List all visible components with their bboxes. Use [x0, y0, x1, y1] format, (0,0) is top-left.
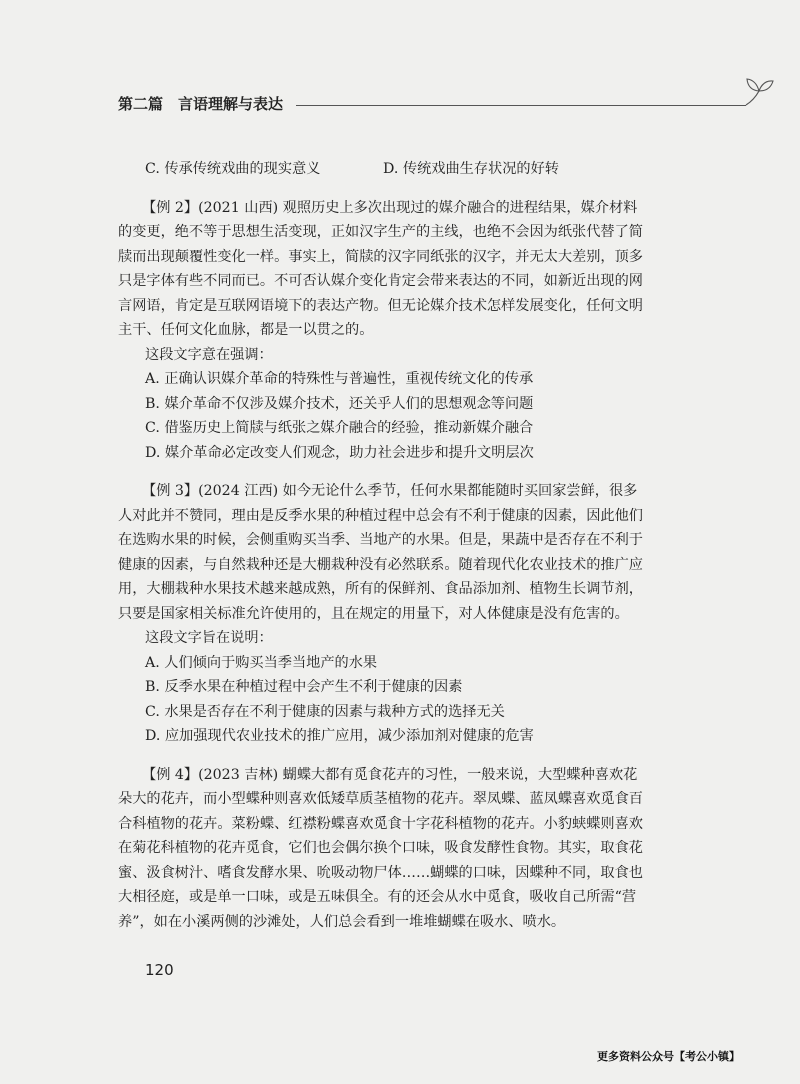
continued-options	[145, 157, 665, 182]
option-d: D. 传统戏曲生存状况的好转	[383, 161, 559, 177]
paragraph-line: 只是字体有些不同而已。不可否认媒介变化肯定会带来表达的不同，如新近出现的网	[118, 273, 643, 289]
paragraph-line: 人对此并不赞同，理由是反季水果的种植过程中总会有不利于健康的因素，因此他们	[118, 507, 643, 524]
question-stem: 这段文字旨在说明：	[145, 630, 273, 646]
paragraph-line: 蜜、汲食树汁、嗜食发酵水果、吮吸动物尸体……蝴蝶的口味，因蝶种不同，取食也	[118, 864, 643, 881]
page-header	[118, 92, 678, 118]
example-3	[118, 479, 665, 749]
question-stem: 这段文字意在强调：	[145, 346, 273, 363]
paragraph-line: 养”，如在小溪两侧的沙滩处，人们总会看到一堆堆蝴蝶在吸水、喷水。	[118, 913, 566, 930]
paragraph-line: 在选购水果的时候，会侧重购买当季、当地产的水果。但是，果蔬中是否存在不利于	[118, 532, 643, 548]
section-title: 第二篇 言语理解与表达	[118, 95, 284, 113]
paragraph-line: 的变更，绝不等于思想生活变现，正如汉字生产的主线，也绝不会因为纸张代替了简	[118, 224, 643, 240]
footer-note: 更多资料公众号【考公小镇】	[597, 1050, 740, 1063]
paragraph-line: 【例 3】(2024 江西) 如今无论什么季节，任何水果都能随时买回家尝鲜，很多	[142, 483, 638, 499]
paragraph-line: 【例 4】(2023 吉林) 蝴蝶大都有觅食花卉的习性，一般来说，大型蝶种喜欢花	[142, 766, 638, 783]
option-b: B. 媒介革命不仅涉及媒介技术，还关乎人们的思想观念等问题	[145, 395, 534, 412]
paragraph-line: 只要是国家相关标准允许使用的，且在规定的用量下，对人体健康是没有危害的。	[118, 605, 629, 622]
paragraph-line: 合科植物的花卉。菜粉蝶、红襟粉蝶喜欢觅食十字花科植物的花卉。小豹蛱蝶则喜欢	[118, 815, 643, 832]
option-a: A. 正确认识媒介革命的特殊性与普遍性，重视传统文化的传承	[145, 371, 534, 387]
example-4	[118, 763, 665, 935]
option-d: D. 媒介革命必定改变人们观念，助力社会进步和提升文明层次	[145, 444, 534, 461]
option-c: C. 传承传统戏曲的现实意义	[145, 161, 321, 177]
header-divider	[296, 105, 746, 106]
paragraph-line: 主干、任何文化血脉，都是一以贯之的。	[118, 322, 374, 338]
option-c: C. 借鉴历史上简牍与纸张之媒介融合的经验，推动新媒介融合	[145, 420, 534, 436]
paragraph-line: 朵大的花卉，而小型蝶种则喜欢低矮草质茎植物的花卉。翠凤蝶、蓝凤蝶喜欢觅食百	[118, 791, 643, 807]
paragraph-line: 用，大棚栽种水果技术越来越成熟，所有的保鲜剂、食品添加剂、植物生长调节剂，	[118, 581, 643, 597]
paragraph-line: 牍而出现颠覆性变化一样。事实上，简牍的汉字同纸张的汉字，并无太大差别，顶多	[118, 248, 643, 265]
paragraph-line: 健康的因素，与自然栽种还是大棚栽种没有必然联系。随着现代化农业技术的推广应	[118, 556, 643, 573]
page-number: 120	[145, 961, 174, 979]
option-d: D. 应加强现代农业技术的推广应用，减少添加剂对健康的危害	[145, 728, 534, 744]
paragraph-line: 言网语，肯定是互联网语境下的表达产物。但无论媒介技术怎样发展变化，任何文明	[118, 297, 643, 314]
option-b: B. 反季水果在种植过程中会产生不利于健康的因素	[145, 679, 463, 695]
paragraph-line: 在菊花科植物的花卉觅食，它们也会偶尔换个口味，吸食发酵性食物。其实，取食花	[118, 840, 643, 856]
sprout-icon	[738, 74, 780, 110]
option-c: C. 水果是否存在不利于健康的因素与栽种方式的选择无关	[145, 703, 505, 720]
paragraph-line: 【例 2】(2021 山西) 观照历史上多次出现过的媒介融合的进程结果，媒介材料	[142, 199, 638, 216]
option-a: A. 人们倾向于购买当季当地产的水果	[145, 654, 378, 671]
page-body	[118, 157, 665, 934]
example-2	[118, 196, 665, 466]
paragraph-line: 大相径庭，或是单一口味，或是五味俱全。有的还会从水中觅食，吸收自己所需“营	[118, 889, 637, 905]
